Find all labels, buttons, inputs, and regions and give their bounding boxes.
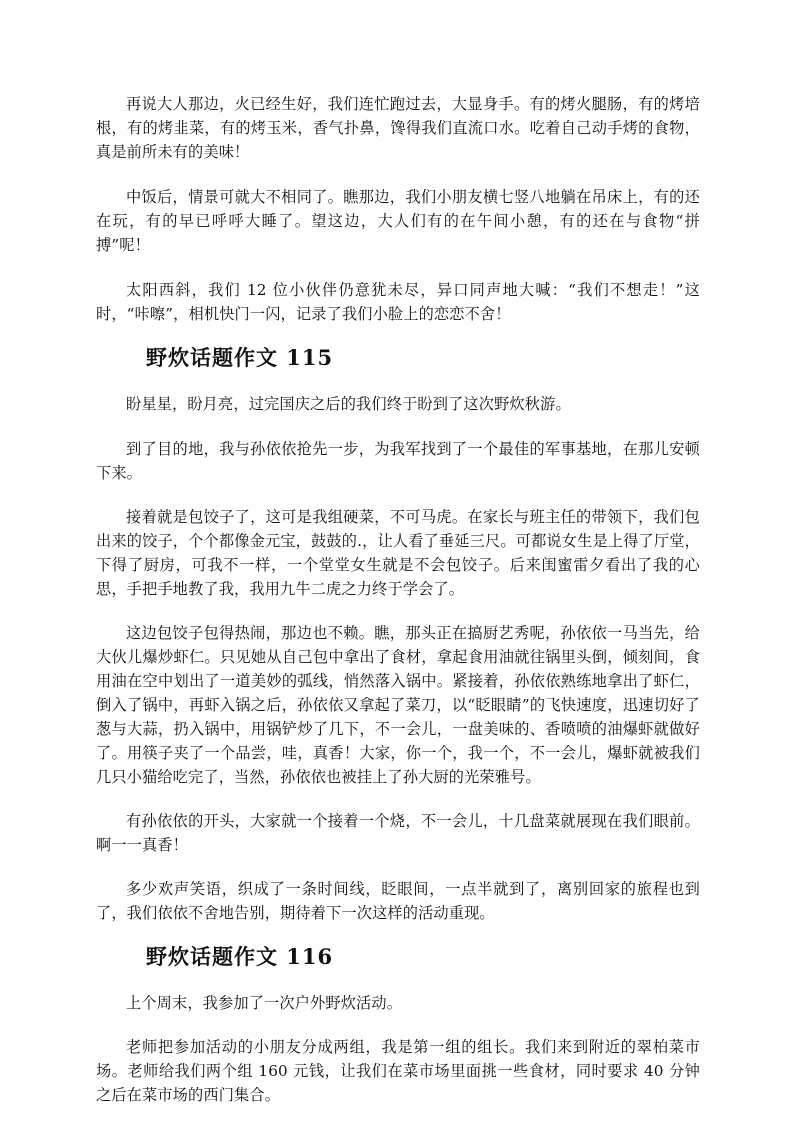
paragraph: 有孙依依的开头，大家就一个接着一个烧，不一会儿，十几盘菜就展现在我们眼前。啊一一真香！ bbox=[96, 812, 700, 854]
paragraph: 中饭后，情景可就大不相同了。瞧那边，我们小朋友横七竖八地躺在吊床上，有的还在玩，有的早已呼呼大睡了。望这边，大人们有的在午间小憩，有的还在与食物“拼搏”呢！ bbox=[96, 188, 700, 254]
paragraph: 多少欢声笑语，织成了一条时间线，眨眼间，一点半就到了，离别回家的旅程也到了，我们依依不舍地告别，期待着下一次这样的活动重现。 bbox=[96, 880, 700, 922]
paragraph: 上个周末，我参加了一次户外野炊活动。 bbox=[126, 994, 403, 1012]
paragraph: 老师把参加活动的小朋友分成两组，我是第一组的组长。我们来到附近的翠柏菜市场。老师给我们两个组 160 元钱，让我们在菜市场里面挑一些食材，同时要求 40 分钟之后在菜市场的西门集合。 bbox=[96, 1038, 700, 1104]
paragraph: 再说大人那边，火已经生好，我们连忙跑过去，大显身手。有的烤火腿肠，有的烤培根，有的烤韭菜，有的烤玉米，香气扑鼻，馋得我们直流口水。吃着自己动手烤的食物，真是前所未有的美味！ bbox=[96, 95, 700, 161]
paragraph: 这边包饺子包得热闹，那边也不赖。瞧，那头正在搞厨艺秀呢，孙依依一马当先，给大伙儿爆炒虾仁。只见她从自己包中拿出了食材，拿起食用油就往锅里头倒，倾刻间，食用油在空中划出了一道美妙的弧线，悄然落入锅中。紧接着，孙依依熟练地拿出了虾仁，倒入了锅中，再虾入锅之后，孙依依又拿起了菜刀，以“眨眼睛”的飞快速度，迅速切好了葱与大蒜，扔入锅中，用锅铲炒了几下，不一会儿，一盘美味的、香喷喷的油爆虾就做好了。用筷子夹了一个品尝，哇，真香！大家，你一个，我一个，不一会儿，爆虾就被我们几只小猫给吃完了，当然，孙依依也被挂上了孙大厨的光荣雅号。 bbox=[96, 624, 700, 786]
paragraph: 到了目的地，我与孙依依抢先一步，为我军找到了一个最佳的军事基地，在那儿安顿下来。 bbox=[96, 440, 700, 482]
section-heading: 野炊话题作文 115 bbox=[146, 345, 334, 370]
paragraph: 盼星星，盼月亮，过完国庆之后的我们终于盼到了这次野炊秋游。 bbox=[126, 395, 571, 413]
section-heading: 野炊话题作文 116 bbox=[146, 944, 334, 969]
paragraph: 接着就是包饺子了，这可是我组硬菜，不可马虎。在家长与班主任的带领下，我们包出来的饺子，个个都像金元宝，鼓鼓的.，让人看了垂延三尺。可都说女生是上得了厅堂，下得了厨房，可我不一样，一个堂堂女生就是不会包饺子。后来闺蜜雷夕看出了我的心思，手把手地教了我，我用九牛二虎之力终于学会了。 bbox=[96, 508, 700, 598]
document-page bbox=[96, 92, 700, 1107]
paragraph: 太阳西斜，我们 12 位小伙伴仍意犹未尽，异口同声地大喊：“我们不想走！”这时，“咔嚓”，相机快门一闪，记录了我们小脸上的恋恋不舍！ bbox=[96, 281, 700, 323]
